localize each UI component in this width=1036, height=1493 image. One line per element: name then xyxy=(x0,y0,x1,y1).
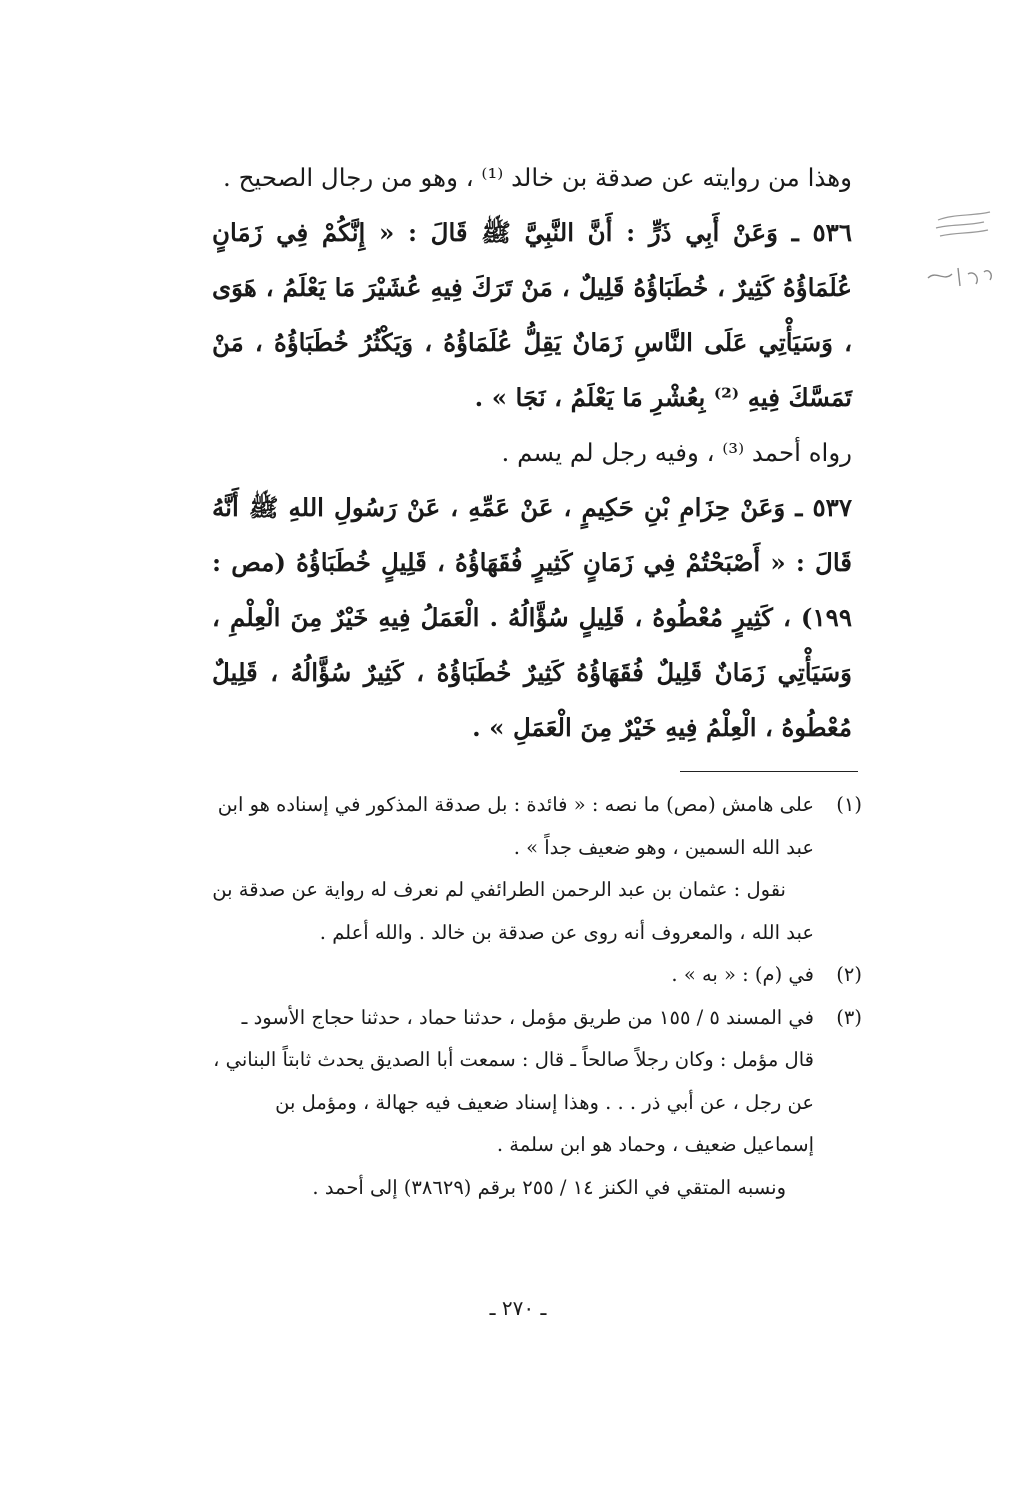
footnote-separator xyxy=(680,771,858,772)
pencil-marginalia xyxy=(918,208,998,308)
footnote-number: (٣) xyxy=(836,1005,862,1029)
footnote-text: في المسند ٥ / ١٥٥ من طريق مؤمل ، حدثنا حماد ، حدثنا حجاج الأسود ـ قال مؤمل : وكان رجلاً صالحاً ـ قال : سمعت أبا الصديق يحدث ثابتاً البناني ، عن رجل ، عن أبي ذر . . . وهذا إسناد ضعيف فيه جهالة ، ومؤمل بن إسماعيل ضعيف ، وحماد هو ابن سلمة . xyxy=(213,1005,814,1156)
footnote-number: (١) xyxy=(836,793,862,816)
hadith-537: ٥٣٧ ـ وَعَنْ حِزَامِ بْنِ حَكِيمٍ ، عَنْ عَمِّهِ ، عَنْ رَسُولِ اللهِ ﷺ أَنَّهُ قَالَ : « أَصْبَحْتُمْ فِي زَمَانٍ كَثِيرٍ فُقَهَاؤُهُ ، قَلِيلٍ خُطَبَاؤُهُ (مص : ١٩٩) ، كَثِيرٍ مُعْطُوهُ ، قَلِيلٍ سُؤَّالُهُ . الْعَمَلُ فِيهِ خَيْرٌ مِنَ الْعِلْمِ ، وَسَيَأْتِي زَمَانٌ قَلِيلٌ فُقَهَاؤُهُ كَثِيرٌ خُطَبَاؤُهُ ، كَثِيرٌ سُؤَّالُهُ ، قَلِيلٌ مُعْطُوهُ ، الْعِلْمُ فِيهِ خَيْرٌ مِنَ الْعَمَلِ » . xyxy=(212,493,852,742)
footnote-1 xyxy=(212,784,862,954)
footnote-2 xyxy=(212,954,862,997)
footnotes xyxy=(212,784,862,1209)
main-text xyxy=(212,150,852,755)
hadith-536: ٥٣٦ ـ وَعَنْ أَبِي ذَرٍّ : أَنَّ النَّبِيَّ ﷺ قَالَ : « إِنَّكُمْ فِي زَمَانٍ عُلَمَاؤُهُ كَثِيرٌ ، خُطَبَاؤُهُ قَلِيلٌ ، مَنْ تَرَكَ فِيهِ عُشَيْرَ مَا يَعْلَمُ ، هَوَى ، وَسَيَأْتِي عَلَى النَّاسِ زَمَانٌ يَقِلُّ عُلَمَاؤُهُ ، وَيَكْثُرُ خُطَبَاؤُهُ ، مَنْ تَمَسَّكَ فِيهِ ⁽²⁾ بِعُشْرِ مَا يَعْلَمُ ، نَجَا » . xyxy=(212,218,852,412)
footnote-text: في (م) : « به » . xyxy=(671,963,814,986)
footnote-text: على هامش (مص) ما نصه : « فائدة : بل صدقة المذكور في إسناده هو ابن عبد الله السمين ، وهو ضعيف جداً » . xyxy=(217,793,814,859)
footnote-number: (٢) xyxy=(836,963,862,986)
footnote-text: نقول : عثمان بن عبد الرحمن الطرائفي لم نعرف له رواية عن صدقة بن عبد الله ، والمعروف أنه روى عن صدقة بن خالد . والله أعلم . xyxy=(212,878,814,944)
paragraph-narration: رواه أحمد ⁽³⁾ ، وفيه رجل لم يسم . xyxy=(501,438,852,467)
page-number: ـ ٢٧٠ ـ xyxy=(489,1296,547,1320)
footnote-text: ونسبه المتقي في الكنز ١٤ / ٢٥٥ برقم (٣٨٦٢٩) إلى أحمد . xyxy=(312,1175,786,1199)
footnote-3 xyxy=(212,997,862,1210)
paragraph-intro: وهذا من روايته عن صدقة بن خالد ⁽¹⁾ ، وهو من رجال الصحيح . xyxy=(223,163,852,192)
